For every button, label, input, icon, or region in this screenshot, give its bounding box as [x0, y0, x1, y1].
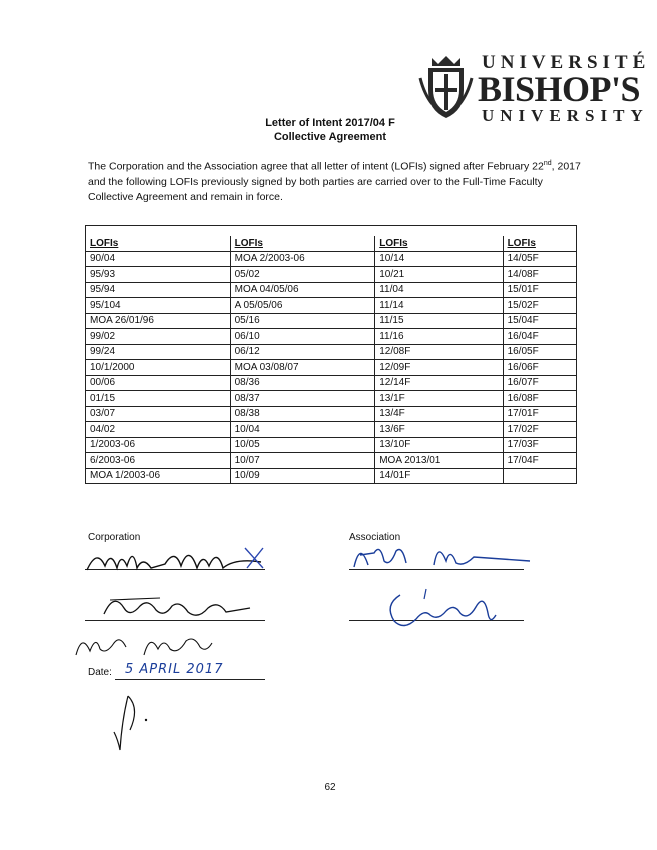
logo-line-university: UNIVERSITY	[482, 106, 649, 125]
table-cell: 17/04F	[503, 453, 576, 469]
table-cell: 11/04	[375, 282, 503, 298]
table-cell: 15/01F	[503, 282, 576, 298]
table-cell: 11/15	[375, 313, 503, 329]
table-cell: MOA 26/01/96	[86, 313, 231, 329]
table-header-cell: LOFIs	[230, 236, 375, 251]
association-signature-2	[380, 585, 510, 633]
table-cell: 16/08F	[503, 391, 576, 407]
table-row	[86, 344, 577, 360]
corporation-signature-3	[70, 625, 220, 663]
table-cell: 08/37	[230, 391, 375, 407]
table-cell: 10/05	[230, 437, 375, 453]
table-row	[86, 282, 577, 298]
logo-line-universite: UNIVERSITÉ	[482, 52, 651, 73]
table-cell: 08/36	[230, 375, 375, 391]
table-row	[86, 313, 577, 329]
intro-paragraph	[88, 156, 588, 205]
page-number: 62	[324, 782, 336, 793]
table-cell: 1/2003-06	[86, 437, 231, 453]
table-cell: 12/09F	[375, 360, 503, 376]
table-cell: 11/16	[375, 329, 503, 345]
table-cell: 14/08F	[503, 267, 576, 283]
table-cell: 16/05F	[503, 344, 576, 360]
intro-superscript: nd	[543, 160, 552, 167]
table-cell: 12/14F	[375, 375, 503, 391]
table-cell: 05/02	[230, 267, 375, 283]
table-cell: 12/08F	[375, 344, 503, 360]
table-row	[86, 329, 577, 345]
table-cell: 14/01F	[375, 468, 503, 484]
table-row	[86, 453, 577, 469]
table-cell: 08/38	[230, 406, 375, 422]
table-cell: 11/14	[375, 298, 503, 314]
table-row	[86, 267, 577, 283]
table-cell: 13/1F	[375, 391, 503, 407]
table-cell: 15/04F	[503, 313, 576, 329]
initials-mark	[100, 690, 160, 760]
corporation-signature-1	[85, 538, 275, 578]
table-cell: 16/07F	[503, 375, 576, 391]
logo-line-bishops: BISHOP'S	[478, 69, 641, 109]
table-cell: MOA 2013/01	[375, 453, 503, 469]
table-cell: 99/24	[86, 344, 231, 360]
table-row	[86, 406, 577, 422]
table-cell: MOA 03/08/07	[230, 360, 375, 376]
table-cell: 05/16	[230, 313, 375, 329]
table-row	[86, 251, 577, 267]
table-cell: MOA 04/05/06	[230, 282, 375, 298]
table-header-row	[86, 236, 577, 251]
table-cell: 95/104	[86, 298, 231, 314]
table-cell: 17/02F	[503, 422, 576, 438]
table-header-cell: LOFIs	[86, 236, 231, 251]
table-cell: 01/15	[86, 391, 231, 407]
document-subtitle: Collective Agreement	[273, 131, 387, 143]
table-cell: 16/04F	[503, 329, 576, 345]
table-cell: 17/01F	[503, 406, 576, 422]
corporation-signature-2	[100, 590, 260, 622]
university-crest-icon	[418, 54, 474, 120]
table-cell: A 05/05/06	[230, 298, 375, 314]
table-cell: 95/93	[86, 267, 231, 283]
table-cell: 10/09	[230, 468, 375, 484]
table-cell: 10/21	[375, 267, 503, 283]
table-cell: 15/02F	[503, 298, 576, 314]
table-cell: 06/12	[230, 344, 375, 360]
corporation-label: Corporation	[88, 532, 141, 543]
table-cell: 10/04	[230, 422, 375, 438]
date-line	[115, 679, 265, 680]
table-header-cell: LOFIs	[503, 236, 576, 251]
table-cell: 00/06	[86, 375, 231, 391]
date-label: Date:	[88, 667, 112, 678]
table-cell: 13/6F	[375, 422, 503, 438]
table-cell: MOA 2/2003-06	[230, 251, 375, 267]
table-row	[86, 437, 577, 453]
table-cell: 10/14	[375, 251, 503, 267]
table-spacer-cell	[86, 226, 577, 237]
table-cell: 06/10	[230, 329, 375, 345]
table-cell: 16/06F	[503, 360, 576, 376]
table-cell: MOA 1/2003-06	[86, 468, 231, 484]
table-cell: 90/04	[86, 251, 231, 267]
table-cell: 03/07	[86, 406, 231, 422]
association-signature-1	[350, 537, 540, 573]
table-cell: 04/02	[86, 422, 231, 438]
table-cell: 10/1/2000	[86, 360, 231, 376]
association-label: Association	[349, 532, 401, 543]
table-cell: 95/94	[86, 282, 231, 298]
table-cell: 6/2003-06	[86, 453, 231, 469]
lofi-table-body	[86, 226, 577, 484]
date-value: 5 APRIL 2017	[125, 662, 224, 677]
table-header-cell: LOFIs	[375, 236, 503, 251]
intro-text-part1: The Corporation and the Association agree that all letter of intent (LOFIs) signed after February 22	[88, 160, 544, 173]
table-cell: 13/10F	[375, 437, 503, 453]
lofi-table	[85, 225, 577, 484]
table-row	[86, 391, 577, 407]
table-cell	[503, 468, 576, 484]
document-title: Letter of Intent 2017/04 F	[265, 117, 395, 129]
table-cell: 13/4F	[375, 406, 503, 422]
table-top-spacer	[86, 226, 577, 237]
table-cell: 10/07	[230, 453, 375, 469]
table-row	[86, 375, 577, 391]
table-row	[86, 360, 577, 376]
table-cell: 17/03F	[503, 437, 576, 453]
intro-text-part2: , 2017 and the following LOFIs previously signed by both parties are carried over to the Full-Time Faculty Collective Agreement and remain in force.	[88, 160, 581, 203]
table-cell: 14/05F	[503, 251, 576, 267]
table-row	[86, 468, 577, 484]
table-row	[86, 422, 577, 438]
table-cell: 99/02	[86, 329, 231, 345]
table-row	[86, 298, 577, 314]
